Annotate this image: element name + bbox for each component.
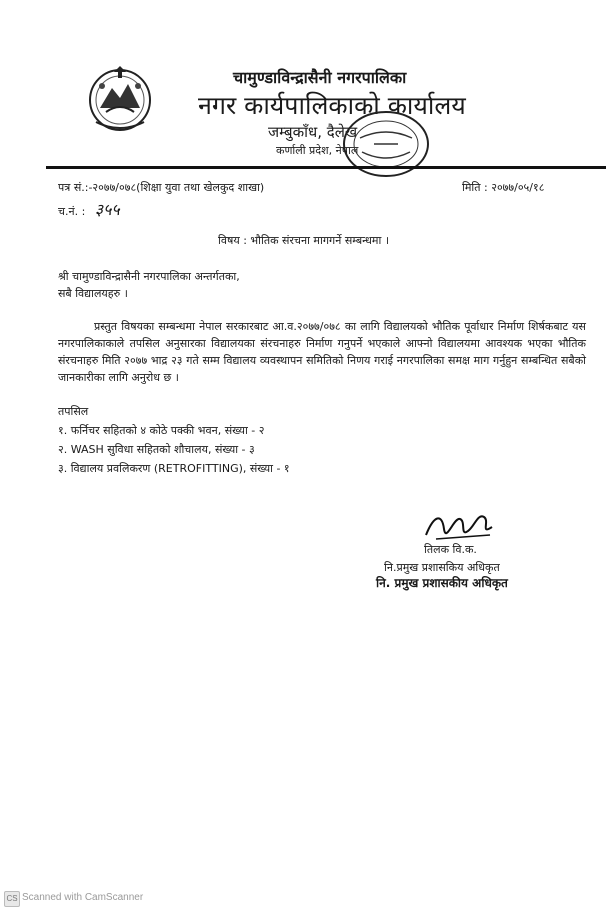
scanner-footer [0, 888, 612, 910]
addressee-line: श्री चामुण्डाविन्द्रासैनी नगरपालिका अन्तर्गतका, [58, 270, 240, 283]
dispatch-number: ३५५ [94, 200, 120, 219]
addressee [58, 268, 240, 302]
letter-subject: विषय : भौतिक संरचना मागगर्ने सम्बन्धमा । [218, 234, 390, 247]
organization-name: चामुण्डाविन्द्रासैनी नगरपालिका [233, 68, 407, 87]
addressee-line: सबै विद्यालयहरु । [58, 287, 128, 300]
office-name: नगर कार्यपालिकाको कार्यालय [198, 91, 466, 120]
list-item: २. WASH सुविधा सहितको शौचालय, संख्या - ३ [58, 443, 255, 456]
camscanner-logo-icon: CS [4, 891, 20, 907]
letter-body: प्रस्तुत विषयका सम्बन्धमा नेपाल सरकारबाट आ.व.२०७७/०७८ का लागि विद्यालयको भौतिक पूर्वाधार निर्माण शिर्षकबाट यस नगरपालिकाकाले तपसिल अनुसारका विद्यालयका संरचनाहरु निर्माण गनुपर्ने भएकाले आफ्नो विद्यालयमा आवश्यक भएका भौतिक संरचनाहरु मिति २०७७ भाद्र २३ गते सम्म विद्यालय व्यवस्थापन समितिको निणय गराई नगरपालिका समक्ष माग गर्नुहुन सम्बन्धित सबैको जानकारीका लागि अनुरोध छ । [58, 320, 586, 384]
dispatch-line [58, 198, 120, 220]
reference-number: पत्र सं.:-२०७७/०७८(शिक्षा युवा तथा खेलकुद शाखा) [58, 181, 265, 194]
office-province: कर्णाली प्रदेश, नेपाल [276, 144, 359, 157]
signatory-name: तिलक वि.क. [424, 543, 477, 556]
scanner-watermark: Scanned with CamScanner [22, 892, 144, 903]
list-item: ३. विद्यालय प्रवलिकरण (RETROFITTING), संख्या - १ [58, 462, 290, 475]
list-title: तपसिल [58, 405, 89, 418]
signatory-stamp: नि. प्रमुख प्रशासकीय अधिकृत [376, 576, 508, 590]
letter-date: मिति : २०७७/०५/१८ [462, 181, 545, 194]
signatory-title: नि.प्रमुख प्रशासकिय अधिकृत [384, 561, 500, 574]
dispatch-label: च.नं. : [58, 205, 86, 218]
header-divider [46, 166, 606, 169]
nepal-emblem-icon [84, 62, 156, 134]
office-location: जम्बुकाँध, दैलेख [268, 123, 358, 141]
list-item: १. फर्निचर सहितको ४ कोठे पक्की भवन, संख्या - २ [58, 424, 265, 437]
office-seal-icon [340, 108, 432, 180]
requirements-list [58, 421, 290, 478]
signature-icon [420, 505, 500, 547]
